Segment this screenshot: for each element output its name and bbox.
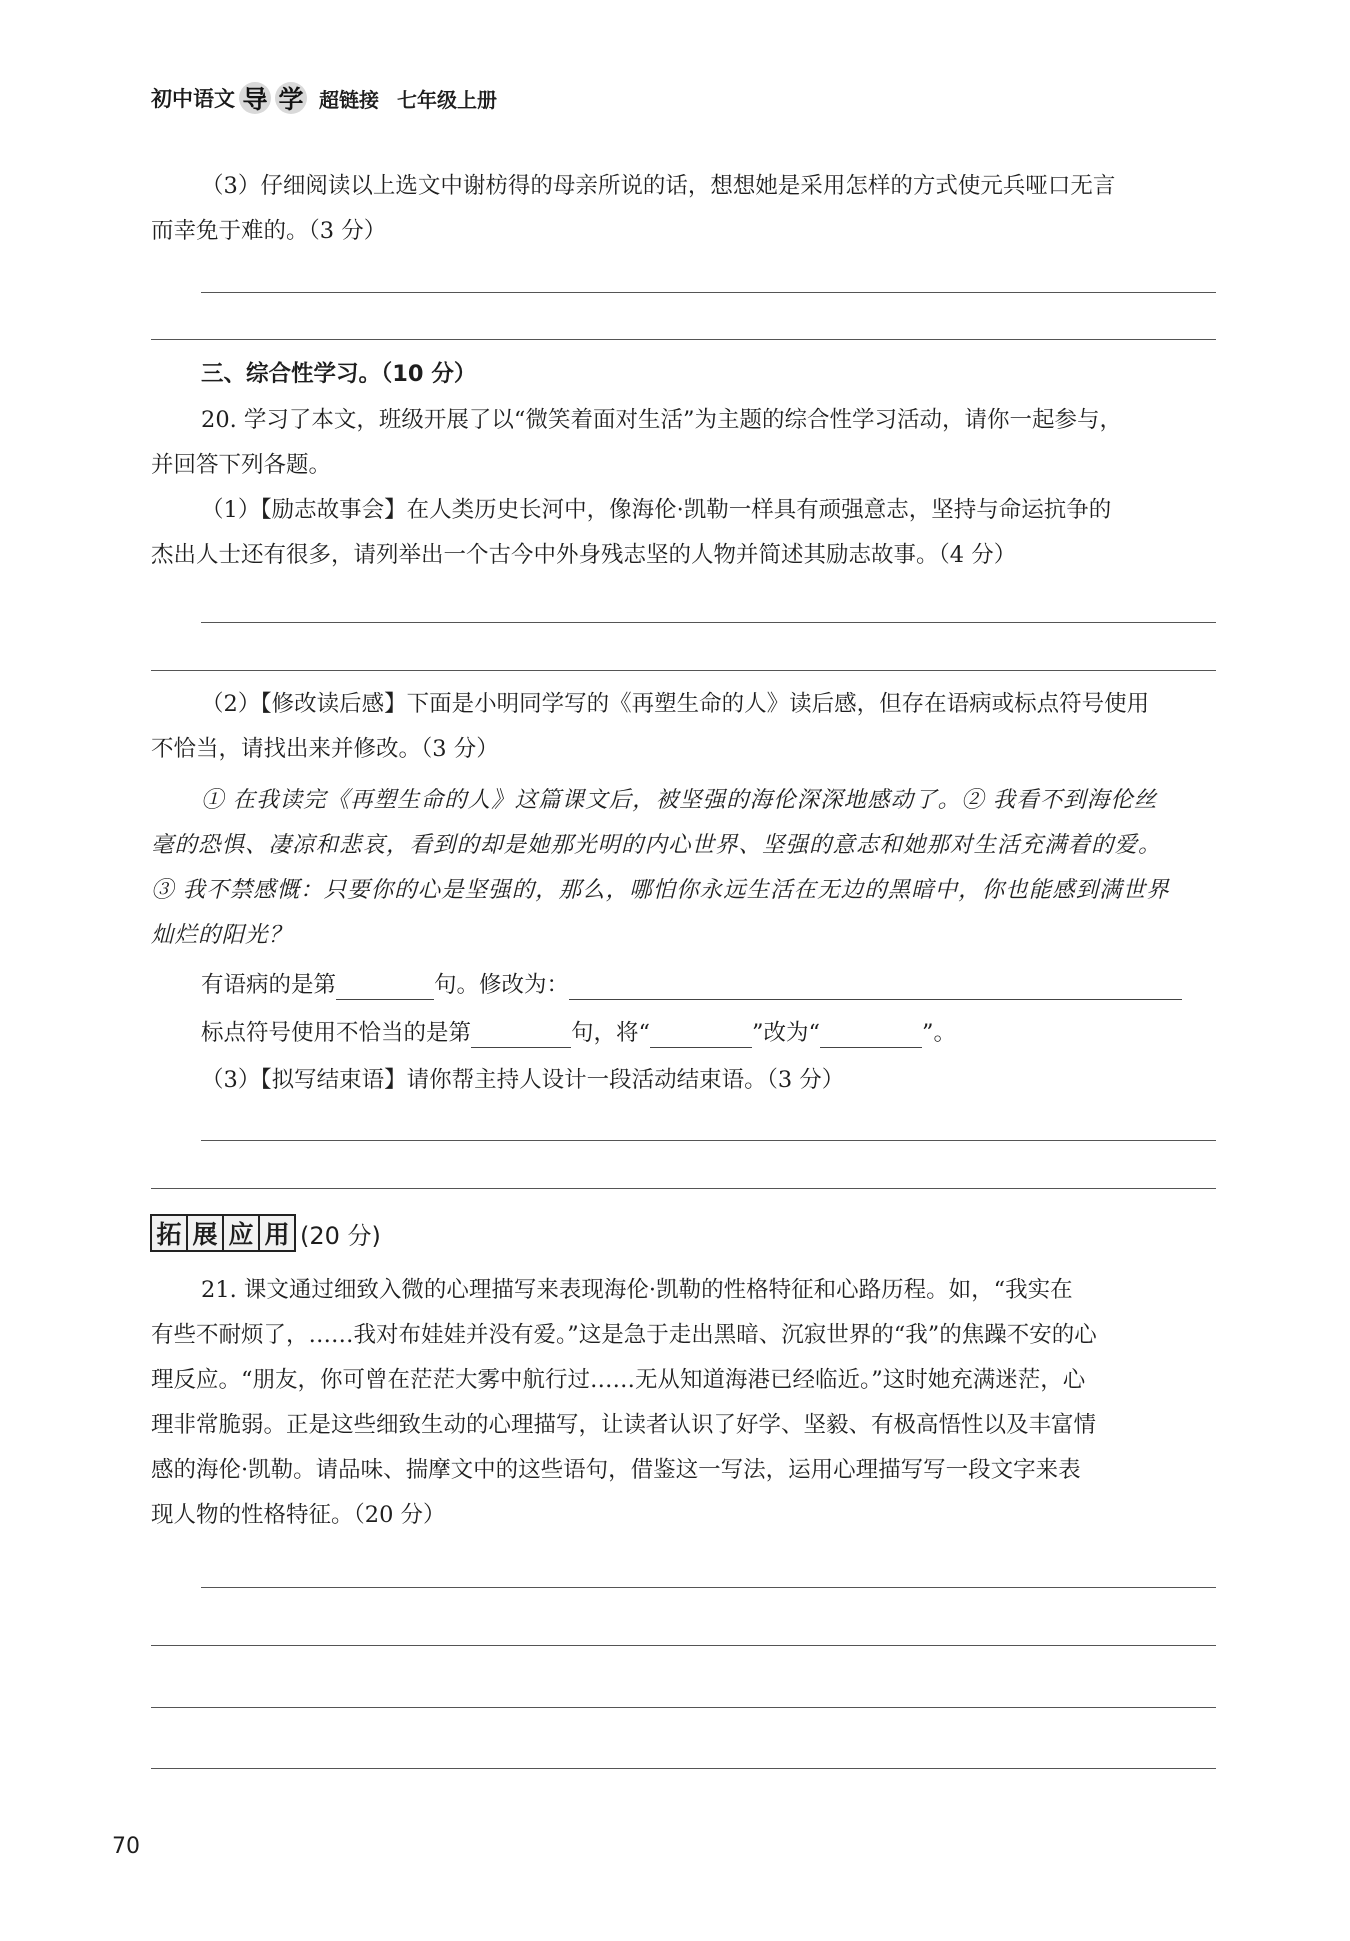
question-21-line4: 理非常脆弱。正是这些细致生动的心理描写，让读者认识了好学、坚毅、有极高悟性以及丰富情	[151, 1412, 1097, 1438]
question-21-line3: 理反应。“朋友，你可曾在茫茫大雾中航行过……无从知道海港已经临近。”这时她充满迷茫，心	[151, 1367, 1086, 1393]
question-21-line6: 现人物的性格特征。（20 分）	[151, 1502, 446, 1528]
extension-char: 应	[222, 1214, 260, 1252]
question-20-sub3: （3）【拟写结束语】请你帮主持人设计一段活动结束语。（3 分）	[201, 1067, 845, 1093]
fill-label: 标点符号使用不恰当的是第	[201, 1020, 472, 1046]
answer-line[interactable]	[201, 1140, 1216, 1141]
answer-line[interactable]	[151, 1707, 1216, 1708]
essay-line3: ③ 我不禁感慨：只要你的心是坚强的，那么，哪怕你永远生活在无边的黑暗中，你也能感到满世界	[151, 877, 1170, 903]
question-20-sub2	[151, 682, 1216, 772]
question-20-sub2-line1: （2）【修改读后感】下面是小明同学写的《再塑生命的人》读后感，但存在语病或标点符号使用	[201, 691, 1150, 717]
fill-row-punctuation	[201, 1018, 956, 1048]
answer-line[interactable]	[151, 670, 1216, 671]
fill-row-grammar	[201, 970, 1182, 1000]
extension-score: (20 分)	[300, 1221, 381, 1250]
fill-label: 句，将“	[571, 1020, 651, 1046]
page-number: 70	[112, 1834, 140, 1859]
answer-line[interactable]	[151, 339, 1216, 340]
essay-line1: ① 在我读完《再塑生命的人》这篇课文后，被坚强的海伦深深地感动了。② 我看不到海伦丝	[201, 787, 1158, 813]
question-20	[151, 398, 1216, 578]
answer-line[interactable]	[151, 1645, 1216, 1646]
question-21-line1: 21. 课文通过细致入微的心理描写来表现海伦·凯勒的性格特征和心路历程。如，“我实在	[201, 1277, 1073, 1303]
fill-label: 句。修改为：	[434, 972, 570, 998]
fill-blank-correction[interactable]	[569, 975, 1182, 1000]
fill-label: ”。	[922, 1020, 957, 1046]
question-20-sub1-line1: （1）【励志故事会】在人类历史长河中，像海伦·凯勒一样具有顽强意志，坚持与命运抗争的	[201, 497, 1112, 523]
answer-line[interactable]	[201, 292, 1216, 293]
extension-char: 展	[186, 1214, 224, 1252]
essay-line4: 灿烂的阳光？	[151, 922, 293, 948]
header-xue-badge: 学	[275, 82, 307, 114]
header-series: 初中语文	[151, 87, 235, 111]
fill-label: 有语病的是第	[201, 972, 337, 998]
question-21	[151, 1268, 1216, 1538]
essay-excerpt	[151, 778, 1216, 958]
header-dao-badge: 导	[239, 82, 271, 114]
question-20-line2: 并回答下列各题。	[151, 452, 332, 478]
section-3-title: 三、综合性学习。（10 分）	[201, 361, 477, 387]
question-21-line5: 感的海伦·凯勒。请品味、揣摩文中的这些语句，借鉴这一写法，运用心理描写写一段文字来表	[151, 1457, 1081, 1483]
page-header	[151, 80, 497, 116]
question-20-sub1-line2: 杰出人士还有很多，请列举出一个古今中外身残志坚的人物并简述其励志故事。（4 分）	[151, 542, 1017, 568]
fill-blank-original-mark[interactable]	[650, 1023, 752, 1048]
essay-line2: 毫的恐惧、凄凉和悲哀，看到的却是她那光明的内心世界、坚强的意志和她那对生活充满着的爱。	[151, 832, 1162, 858]
answer-line[interactable]	[151, 1768, 1216, 1769]
extension-char: 拓	[150, 1214, 188, 1252]
extension-title-box	[150, 1214, 294, 1252]
answer-line[interactable]	[151, 1188, 1216, 1189]
question-20-line1: 20. 学习了本文，班级开展了以“微笑着面对生活”为主题的综合性学习活动，请你一起参与，	[201, 407, 1122, 433]
question-3-prev	[151, 164, 1216, 254]
fill-label: ”改为“	[752, 1020, 821, 1046]
question-3-line1: （3）仔细阅读以上选文中谢枋得的母亲所说的话，想想她是采用怎样的方式使元兵哑口无言	[201, 173, 1116, 199]
fill-blank-sentence-number[interactable]	[471, 1023, 571, 1048]
answer-line[interactable]	[201, 622, 1216, 623]
header-grade: 七年级上册	[397, 87, 497, 112]
question-3-line2: 而幸免于难的。（3 分）	[151, 218, 387, 244]
fill-blank-sentence-number[interactable]	[336, 975, 434, 1000]
question-21-line2: 有些不耐烦了，……我对布娃娃并没有爱。”这是急于走出黑暗、沉寂世界的“我”的焦躁不安的心	[151, 1322, 1097, 1348]
fill-blank-new-mark[interactable]	[820, 1023, 922, 1048]
answer-line[interactable]	[201, 1587, 1216, 1588]
question-20-sub2-line2: 不恰当，请找出来并修改。（3 分）	[151, 736, 499, 762]
header-link: 超链接	[319, 87, 379, 112]
extension-section-title	[150, 1214, 381, 1252]
extension-char: 用	[258, 1214, 296, 1252]
